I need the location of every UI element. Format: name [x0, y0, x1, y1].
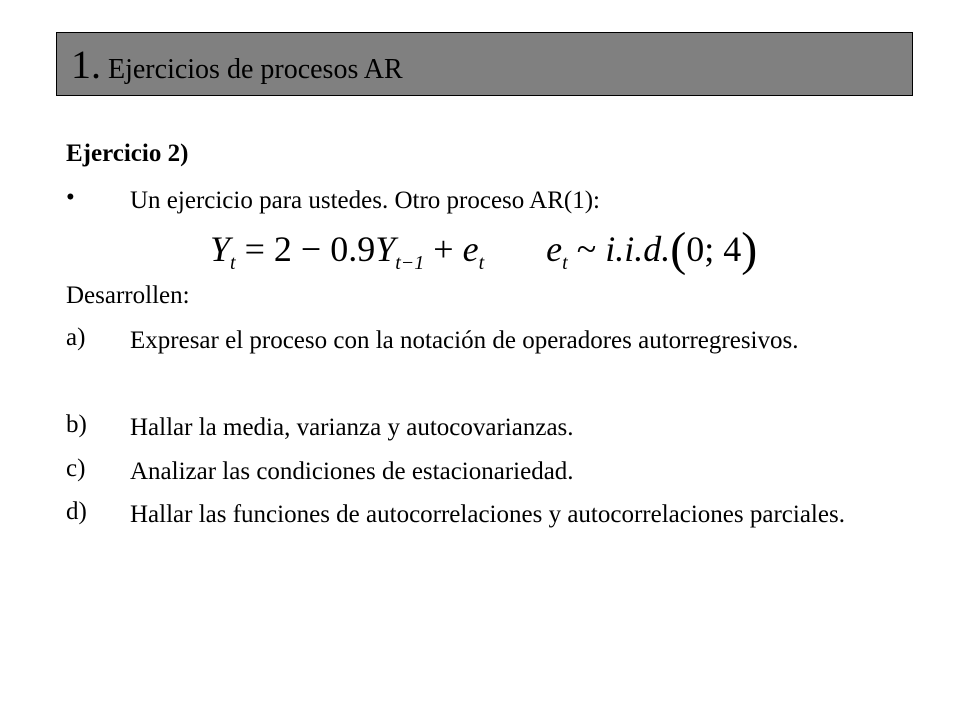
eq-Y: Y: [210, 229, 231, 269]
exercise-heading: Ejercicio 2): [66, 140, 189, 167]
list-item-text: Hallar las funciones de autocorrelaciones y autocorrelaciones parciales.: [130, 501, 845, 528]
eq-close-paren: ): [741, 223, 758, 276]
slide-title-number: 1.: [71, 42, 101, 87]
eq-tilde: ~: [576, 229, 597, 269]
eq-sub-t: t: [230, 252, 236, 274]
eq-plus: +: [433, 229, 454, 269]
eq-constant: = 2 − 0.9: [244, 229, 376, 269]
list-item-text: Expresar el proceso con la notación de operadores autorregresivos.: [130, 327, 799, 354]
eq-e2: e: [546, 229, 563, 269]
list-item-text: Analizar las condiciones de estacionariedad.: [130, 458, 574, 485]
eq-sub-t-minus-1: t−1: [395, 252, 425, 274]
develop-label: Desarrollen:: [66, 282, 190, 309]
slide-title: [71, 41, 403, 88]
eq-sub-t: t: [478, 252, 485, 274]
eq-open-paren: (: [670, 223, 687, 276]
list-item-text: Hallar la media, varianza y autocovarianzas.: [130, 414, 574, 441]
eq-e: e: [462, 229, 479, 269]
eq-args: 0; 4: [686, 229, 742, 269]
eq-Y-lag: Y: [375, 229, 396, 269]
bullet-text: Un ejercicio para ustedes. Otro proceso AR(1):: [130, 187, 600, 214]
slide-title-bar: [56, 32, 913, 96]
slide-title-text: Ejercicios de procesos AR: [108, 54, 403, 85]
bullet-marker: •: [66, 184, 75, 211]
list-marker: d): [66, 498, 87, 525]
list-marker: b): [66, 411, 87, 438]
ar1-equation: [210, 222, 757, 277]
list-marker: a): [66, 324, 86, 351]
eq-sub-t: t: [562, 252, 568, 274]
list-marker: c): [66, 455, 86, 482]
eq-iid: i.i.d.: [605, 229, 671, 269]
